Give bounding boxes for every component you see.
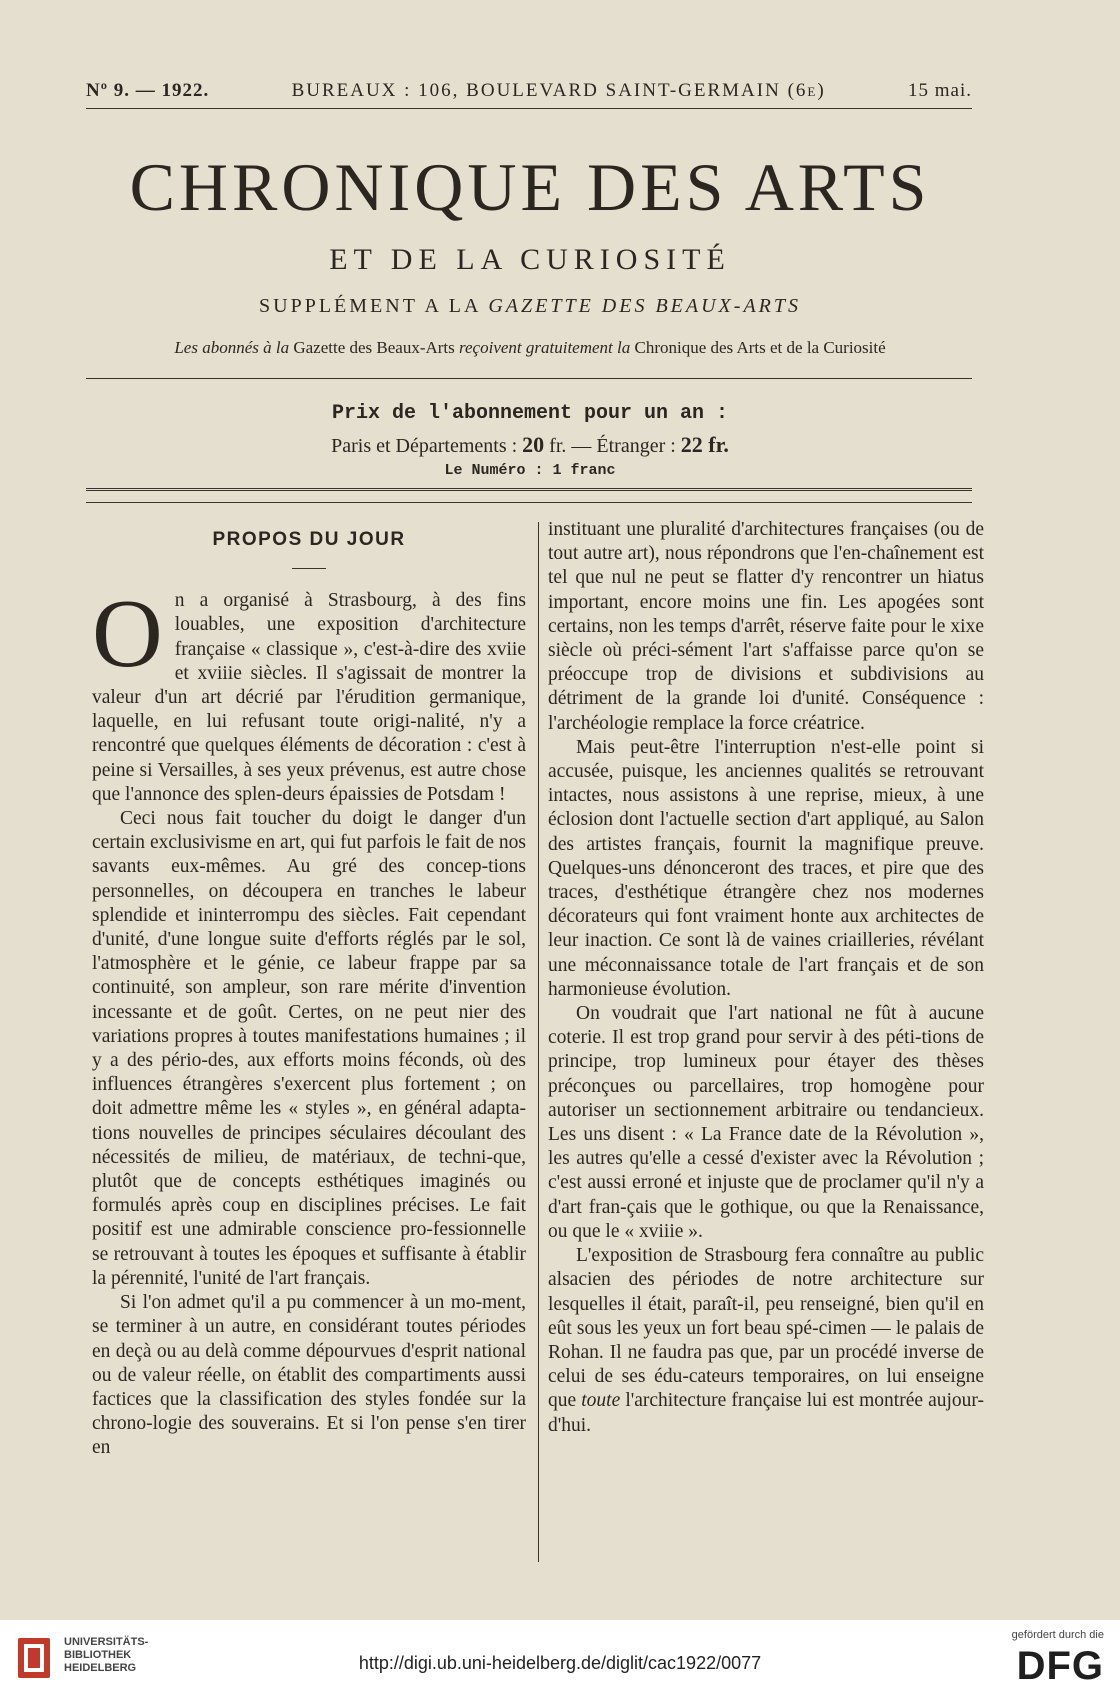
uni-line: BIBLIOTHEK — [64, 1649, 132, 1661]
paragraph: Ceci nous fait toucher du doigt le danger d'un certain exclusivisme en art, qui fut parfois le fait de nos savants eux-mêmes. Au gré des concep-tions personnelles, on découpera en tranches le labeur splendide et ininterrompu des siècles. Fait cependant d'unité, d'une longue suite d'efforts réglés par le sol, l'atmosphère et le génie, ce labeur frappe par sa continuité, son ampleur, son rare mérite d'invention incessante et de goût. Certes, on ne peut nier des variations propres à toutes manifestations humaines ; il y a des pério-des, aux efforts moins féconds, où des influences étrangères s'exercent plus fortement ; on doit admettre même les « styles », en général adapta-tions nouvelles de principes séculaires découlant des nécessités de milieu, de matériaux, de techni-que, plutôt que de concepts esthétiques imaginés ou formulés après coup en disciplines précises. Le fait positif est une admirable conscience pro-fessionnelle se retrouvant à toutes les époques et suffisante à établir la pérennité, l'unité de l'art français. — [92, 808, 526, 1289]
foreign-label: Étranger : — [596, 435, 676, 457]
masthead-supplement — [0, 295, 1060, 318]
issue-header — [86, 80, 972, 102]
paragraph: On voudrait que l'art national ne fût à aucune coterie. Il est trop grand pour servir à des péti-tions de principe, trop lumineux pour étayer des thèses préconçues ou parcellaires, trop homogène pour autoriser un sectionnement arbitraire ou tendancieux. Les uns disent : « La France date de la Révolution », les autres qu'elle a cessé d'exister avec la Révolution ; c'est aussi erroné et injuste que de proclamer qu'il n'y a d'art fran-çais que le gothique, ou que la Renaissance, ou que le « xviiie ». — [548, 1003, 984, 1242]
paragraph: instituant une pluralité d'architectures françaises (ou de tout autre art), nous répondrons que l'en-chaînement est tel que nul ne peut se flatter d'y rencontrer un hiatus important, encore moins une fin. Les apogées sont certains, non les temps d'arrêt, réserve faite pour le xixe siècle où préci-sément l'art s'affaisse parce qu'on se préoccupe trop de divisions et subdivisions au détriment de la grande loi d'unité. Conséquence : l'archéologie remplace la force créatrice. — [548, 519, 984, 734]
paragraph-text: n a organisé à Strasbourg, à des fins louables, une exposition d'architecture française « classique », c'est-à-dire des xviie et xviiie siècles. Il s'agissait de montrer la valeur d'un art décrié par l'érudition germanique, laquelle, en lui refusant toute origi-nalité, n'y a rencontré que quelques éléments de décoration : c'est à peine si Versailles, à ses yeux prévenus, est autre chose que l'annonce des splen-deurs épaissies de Potsdam ! — [92, 590, 526, 805]
paragraph — [92, 580, 526, 807]
supplement-gazette: GAZETTE DES BEAUX-ARTS — [488, 295, 801, 317]
masthead-rule — [86, 378, 972, 379]
digitization-footer — [0, 1620, 1120, 1702]
right-column — [548, 518, 984, 1438]
office-address: BUREAUX : 106, BOULEVARD SAINT-GERMAIN (6e) — [291, 80, 826, 101]
uni-line: HEIDELBERG — [64, 1662, 137, 1674]
paragraph: Mais peut-être l'interruption n'est-elle point si accusée, puisque, les anciennes qualités se retrouvant intactes, nous assistons à une reprise, mieux, à une éclosion dont l'actuelle section d'art appliqué, au Salon des artistes français, fournit la magnifique preuve. Quelques-uns dénonceront des traces, et pire que des traces, d'esthétique étrangère chez nos modernes décorateurs qui font vraiment honte aux architectes de leur inaction. Ce sont là de vaines criailleries, révélant une méconnaissance totale de l'art français et de son harmonieuse évolution. — [548, 736, 984, 1000]
permalink[interactable]: http://digi.ub.uni-heidelberg.de/diglit/cac1922/0077 — [358, 1653, 762, 1673]
note-part-2: Gazette des Beaux-Arts — [293, 338, 455, 357]
paragraph-text: L'exposition de Strasbourg fera connaître au public alsacien des périodes de notre architecture sur lesquelles il était, paraît-il, peu renseigné, bien qu'il en eût sous les yeux un fort beau spé-cimen — le palais de Rohan. Il ne faudra pas que, par un procédé inverse de celui de ses édu-cateurs temporaires, on lui enseigne que — [548, 1245, 984, 1412]
column-divider — [538, 522, 539, 1562]
supplement-prefix: SUPPLÉMENT A LA — [259, 295, 481, 317]
masthead-title: CHRONIQUE DES ARTS — [129, 149, 931, 225]
note-part-4: Chronique des Arts et de la Curiosité — [634, 338, 886, 357]
title-dash — [292, 568, 326, 569]
price-heading: Prix de l'abonnement pour un an : — [331, 402, 729, 425]
subscriber-note — [0, 338, 1060, 358]
paris-price: 20 — [522, 432, 545, 457]
price-rule — [86, 488, 972, 491]
paragraph-text: l'architecture française lui est montrée aujour-d'hui. — [548, 1390, 985, 1436]
masthead-subtitle: ET DE LA CURIOSITÉ — [329, 243, 731, 276]
uni-line: UNIVERSITÄTS- — [64, 1636, 149, 1648]
emphasis: toute — [581, 1390, 621, 1412]
drop-cap: O — [92, 580, 163, 689]
single-issue-price: Le Numéro : 1 franc — [444, 462, 616, 479]
paris-label: Paris et Départements : — [331, 435, 518, 457]
article-title: PROPOS DU JOUR — [212, 529, 406, 550]
paris-unit: fr. — — [549, 435, 592, 457]
dfg-logo: DFG — [1016, 1644, 1104, 1688]
note-part-3: reçoivent gratuitement la — [459, 338, 631, 357]
note-part-1: Les abonnés à la — [174, 338, 290, 357]
header-rule — [86, 108, 972, 109]
foreign-price: 22 fr. — [680, 432, 729, 457]
price-line — [0, 432, 1060, 458]
paragraph: Si l'on admet qu'il a pu commencer à un mo-ment, se terminer à un autre, en considérant toutes périodes en deçà ou au delà comme dépourvues d'esprit national ou de valeur réelle, on établit des compartiments aussi factices que la classification des styles fondée sur la chrono-logie des souverains. Et si l'on pense s'en tirer en — [92, 1292, 526, 1459]
funded-by: gefördert durch die — [1011, 1629, 1104, 1641]
left-column — [92, 520, 526, 1461]
issue-date: 15 mai. — [908, 80, 972, 101]
price-rule-bottom — [86, 502, 972, 503]
paragraph — [548, 1244, 984, 1438]
issue-number: Nº 9. — 1922. — [86, 80, 210, 101]
